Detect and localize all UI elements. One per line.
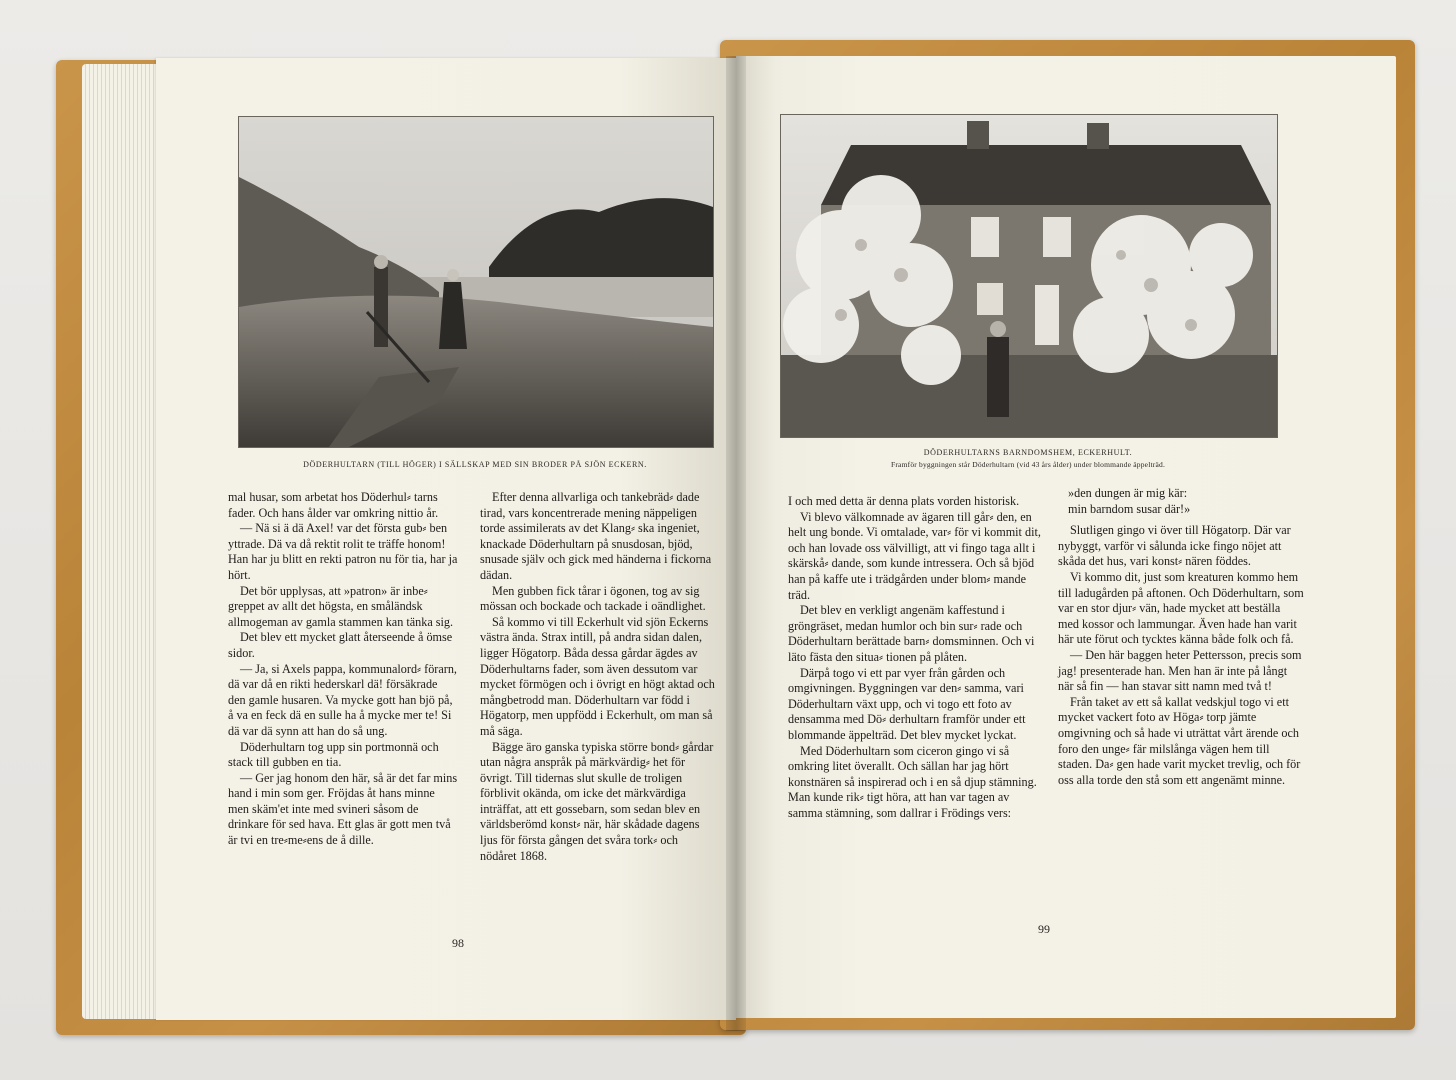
paragraph: Men gubben fick tårar i ögonen, tog av sig mössan och bockade och tackade i oändlighet. bbox=[480, 583, 706, 614]
book-gutter bbox=[726, 56, 746, 1031]
paragraph: Med Döderhultarn som ciceron gingo vi så omkring litet överallt. Och sällan har jag hört konstnären så inspirerad och i en så djup stämning. Man kunde rik⸗ tigt höra, att han var tagen av samma stämning, som dallrar i Frödings vers: bbox=[788, 743, 1037, 820]
verse-line: »den dungen är mig kär: bbox=[1068, 486, 1188, 500]
paragraph: Det blev en verkligt angenäm kaffestund i gröngräset, medan humlor och bin sur⸗ rade och Döderhultarn berättade barn⸗ domsminnen. Och vi läto fästa den situa⸗ tionen på plåten. bbox=[788, 603, 1035, 664]
paragraph: — Ger jag honom den här, så är det far mins hand i min som ger. Fröjdas åt hans minne men skäm'et inte med svineri såsom de drinkare för sed hava. Ett glas är gott men två är tvi en tre⸗me⸗ens de å dille. bbox=[228, 770, 458, 848]
paragraph: — Ja, si Axels pappa, kommunalord⸗ förarn, dä var då en rikti hederskarl dä! försäkrade den gamle husaren. Va mycke gott han bjö på, å va en feck dä en sulle ha å mycke mer te! Si dä var dä synn att han do så ung. bbox=[228, 661, 457, 738]
paragraph: — Nä si ä dä Axel! var det första gub⸗ ben yttrade. Dä va då rektit rolit te träffe honom! Han har ju blitt en rekti patron nu för tia, har ja hört. bbox=[228, 521, 458, 582]
paragraph: Så kommo vi till Eckerhult vid sjön Eckerns västra ända. Strax intill, på andra sidan dalen, ligger Högatorp. Båda dessa gårdar ägdes av Döderhultarns fader, som även dessutom var mycket förmögen och i övrigt en högt aktad och mångbetrodd man. Döderhultarn var född i Högatorp, men uppfödd i Eckerhult, om man så må säga. bbox=[480, 614, 715, 738]
paragraph: Därpå togo vi ett par vyer från gården och omgivningen. Byggningen var den⸗ samma, vari Döderhultarn växt upp, och vi togo ett foto av densamma med Dö⸗ derhultarn framför under ett blommande äppelträd. Det blev mycket lyckat. bbox=[788, 665, 1026, 742]
paragraph: Bägge äro ganska typiska större bond⸗ gårdar utan några anspråk på märkvärdig⸗ het för övrigt. Till tidernas slut skulle de troligen förblivit okända, om icke det märkvärdiga inträffat, att ett gossebarn, som sedan blev en världsberömd konst⸗ när, här skådade dagens ljus för första gången det svåra tork⸗ och nödåret 1868. bbox=[480, 739, 714, 863]
paragraph: mal husar, som arbetat hos Döderhul⸗ tarns fader. Och hans ålder var omkring nittio år. bbox=[228, 490, 439, 520]
photo-caption-title-right: DÖDERHULTARNS BARNDOMSHEM, ECKERHULT. bbox=[923, 448, 1133, 457]
paragraph: Vi kommo dit, just som kreaturen kommo hem till ladugården på aftonen. Och Döderhultarn, som var en stor djur⸗ vän, hade mycket att beställa med kossor och lammungar. Även hade han varit här ute förut och tycktes känna både folk och få. bbox=[1058, 569, 1304, 647]
verse-line: min barndom susar där!» bbox=[1068, 501, 1191, 516]
photo-caption-left: DÖDERHULTARN (TILL HÖGER) I SÄLLSKAP MED SIN BRODER PÅ SJÖN ECKERN. bbox=[303, 460, 647, 469]
page-98 bbox=[156, 58, 736, 1020]
page-number-left: 98 bbox=[452, 936, 464, 950]
paragraph: Det bör upplysas, att »patron» är inbe⸗ greppet av allt det högsta, en småländsk allmogeman av gamla stammen kan tänka sig. bbox=[228, 583, 454, 629]
text-column-left-2 bbox=[480, 490, 716, 864]
paragraph: Vi blevo välkomnade av ägaren till går⸗ den, en helt ung bonde. Vi omtalade, var⸗ för vi kommit dit, och han lovade oss välvilligt, att vi fingo taga allt i skärskå⸗ dande, som kunde intressera. Och så bjöd han på kaffe ute i trädgården under blom⸗ mande träd. bbox=[788, 509, 1041, 602]
paragraph: Efter denna allvarliga och tankebräd⸗ dade tirad, vars koncentrerade mening näppeligen torde assimilerats av det Klang⸗ ska ingeniet, knackade Döderhultarn på snusdosan, bjöd, snusade själv och gick med händerna i fickorna dädan. bbox=[480, 490, 712, 582]
text-column-right-2 bbox=[1058, 486, 1304, 788]
photo-farmhouse-blossoms-icon bbox=[780, 114, 1278, 438]
photo-lake-boat-icon bbox=[238, 116, 714, 448]
page-number-right: 99 bbox=[1038, 922, 1050, 936]
photo-caption-sub-right: Framför byggningen står Döderhultarn (vid 43 års ålder) under blommande äppelträd. bbox=[890, 460, 1166, 469]
page-99 bbox=[736, 56, 1396, 1018]
text-column-right-1 bbox=[788, 494, 1044, 821]
paragraph: Döderhultarn tog upp sin portmonnä och stack till gubben en tia. bbox=[228, 739, 439, 770]
paragraph: I och med detta är denna plats vorden historisk. bbox=[788, 494, 1020, 508]
text-column-left-1 bbox=[228, 490, 458, 849]
paragraph: Från taket av ett så kallat vedskjul togo vi ett mycket vackert foto av Höga⸗ torp jämte omgivning och så hade vi uträttat vårt ärende och foro den unge⸗ fär milslånga vägen hem till staden. Da⸗ gen hade varit mycket trevlig, och för oss alla torde den stå som ett angenämt minne. bbox=[1058, 694, 1301, 787]
paragraph: Det blev ett mycket glatt återseende å ömse sidor. bbox=[228, 630, 453, 660]
paragraph: — Den här baggen heter Pettersson, precis som jag! presenterade han. Men han är inte på långt när så fin — han stavar sitt namn med två t! bbox=[1058, 647, 1302, 694]
paragraph: Slutligen gingo vi över till Högatorp. Där var nybyggt, varför vi sålunda icke fingo nöjet att skåda det hus, vari konst⸗ nären föddes. bbox=[1058, 523, 1291, 569]
